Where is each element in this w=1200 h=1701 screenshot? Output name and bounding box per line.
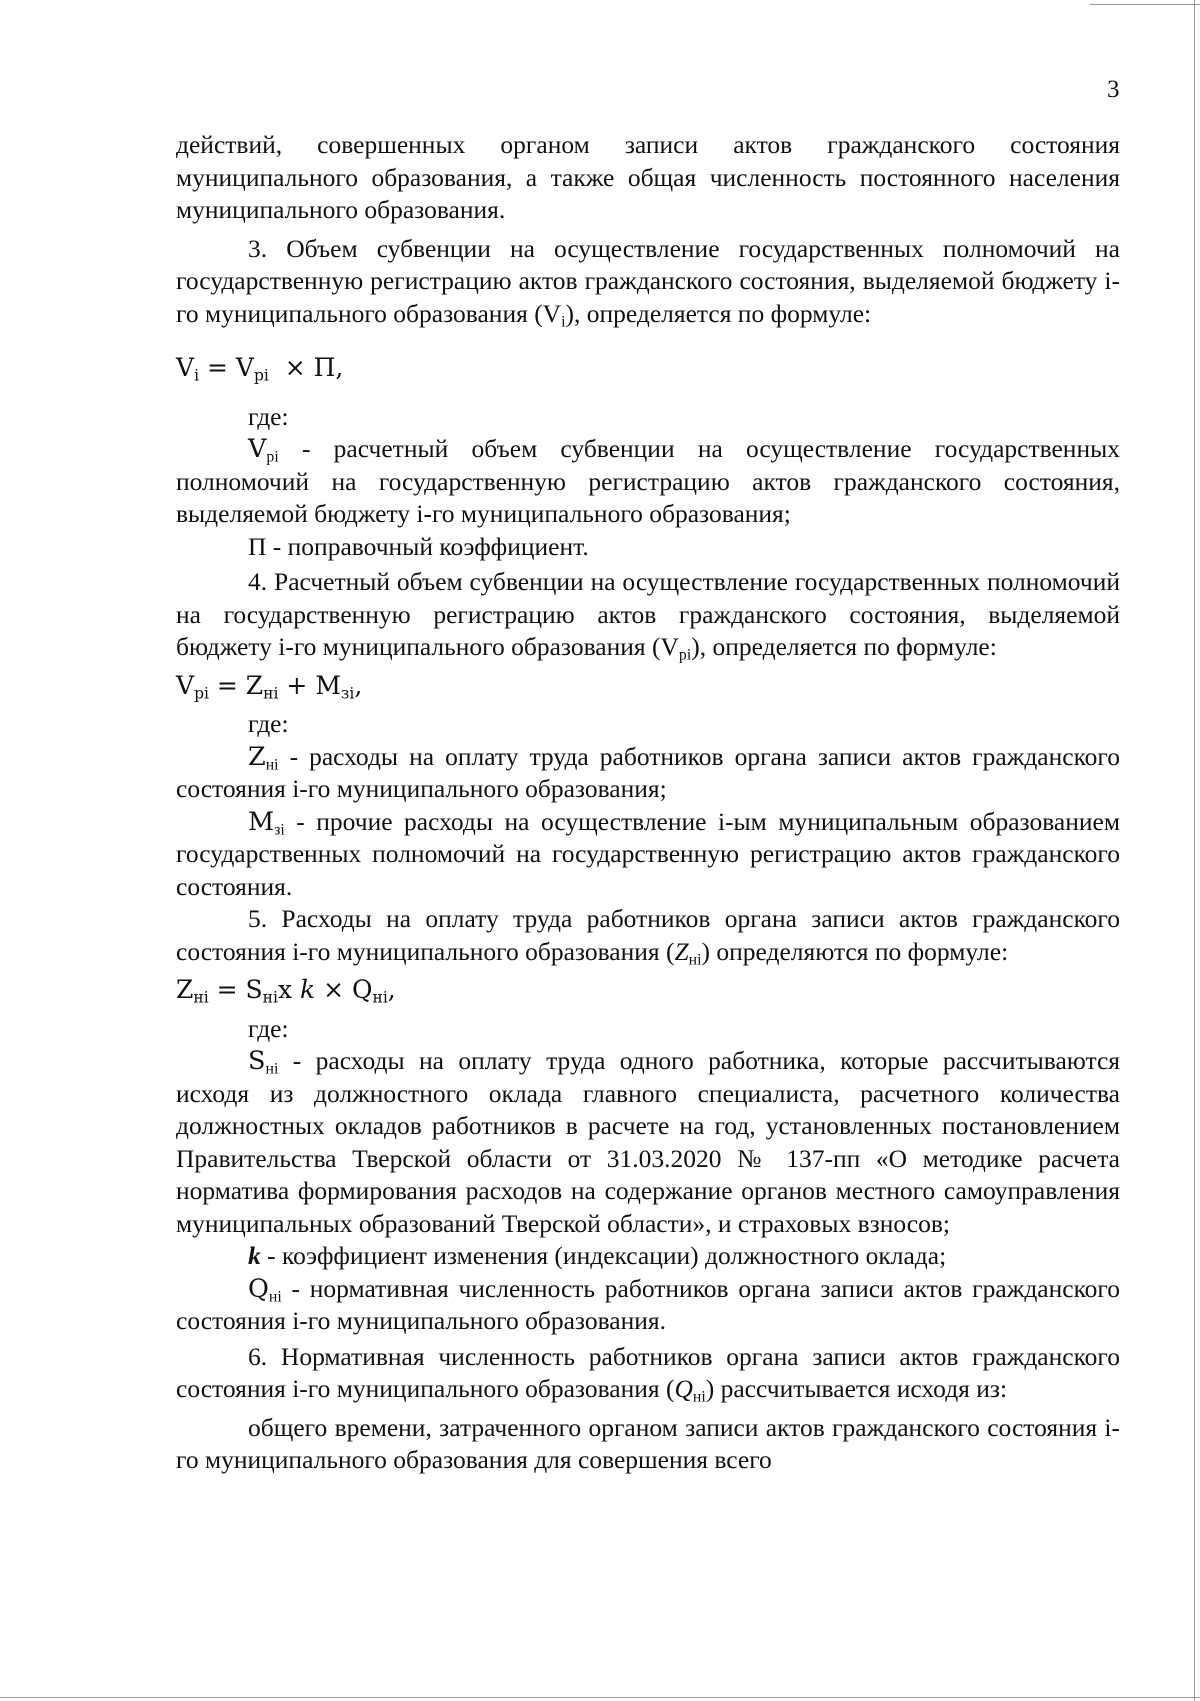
definition-vpi: $V_{pi}$ - расчетный объем субвенции на осуществление государственных полномочий на государственную регистрацию актов гражданского состояния, выделяемой бюджету i-го муниципального образования;: [176, 434, 1120, 528]
paragraph-continuation: действий, совершенных органом записи актов гражданского состояния муниципального образования, а также общая численность постоянного населения муниципального образования.: [176, 130, 1120, 224]
paragraph-7: общего времени, затраченного органом записи актов гражданского состояния i-го муниципального образования для совершения всего: [176, 1412, 1120, 1474]
page-number: 3: [1107, 76, 1120, 103]
scan-edge-right: [1194, 0, 1195, 1701]
definition-m: $M_{зi}$ - прочие расходы на осуществление i-ым муниципальным образованием государственных полномочий на государственную регистрацию актов гражданского состояния.: [176, 806, 1120, 901]
document-body: [176, 129, 1120, 1477]
definition-p: П - поправочный коэффициент.: [248, 531, 589, 561]
definition-z: $Z_{нi}$ - расходы на оплату труда работников органа записи актов гражданского состояния i-го муниципального образования;: [176, 741, 1120, 803]
definition-q: $Q_{нi}$ - нормативная численность работников органа записи актов гражданского состояния i-го муниципального образования.: [176, 1273, 1120, 1335]
paragraph-3: 3. Объем субвенции на осуществление государственных полномочий на государственную регистрацию актов гражданского состояния, выделяемой бюджету i-го муниципального образования $(V_i)$, определяется по формуле:: [176, 233, 1120, 331]
formula-z: $Z_{нi} = S_{нi}x$ $k \times Q_{нi}$,: [176, 975, 396, 1007]
paragraph-6: 6. Нормативная численность работников органа записи актов гражданского состояния i-го муниципального образования $(Q_{нi})$ рассчитывается исходя из:: [176, 1341, 1120, 1406]
definition-k: k - коэффициент изменения (индексации) должностного оклада;: [248, 1241, 947, 1270]
where-label: где:: [248, 709, 289, 738]
where-label: где:: [248, 401, 289, 431]
paragraph-4: 4. Расчетный объем субвенции на осуществление государственных полномочий на государственную регистрацию актов гражданского состояния, выделяемой бюджету i-го муниципального образования $(V_{pi})$, определяется по формуле:: [176, 567, 1120, 664]
definition-s: $S_{нi}$ - расходы на оплату труда одного работника, которые рассчитываются исходя из должностного оклада главного специалиста, расчетного количества должностных окладов работников в расчете на год, установленных постановлением Правительства Тверской области от 31.03.2020 № 137-пп «О методике расчета норматива формирования расходов на содержание органов местного самоуправления муниципальных образований Тверской области», и страховых взносов;: [176, 1046, 1120, 1238]
where-label: где:: [248, 1013, 289, 1043]
scan-edge-top: [1090, 4, 1200, 5]
formula-vpi: $V_{pi} = Z_{нi} + M_{зi}$,: [176, 670, 363, 703]
scan-edge-bottom: [0, 1697, 1200, 1698]
formula-vi: $V_i = V_{pi} \times П$,: [176, 353, 344, 385]
paragraph-5: 5. Расходы на оплату труда работников органа записи актов гражданского состояния i-го муниципального образования $(Z_{нi})$ определяются по формуле:: [176, 904, 1120, 969]
